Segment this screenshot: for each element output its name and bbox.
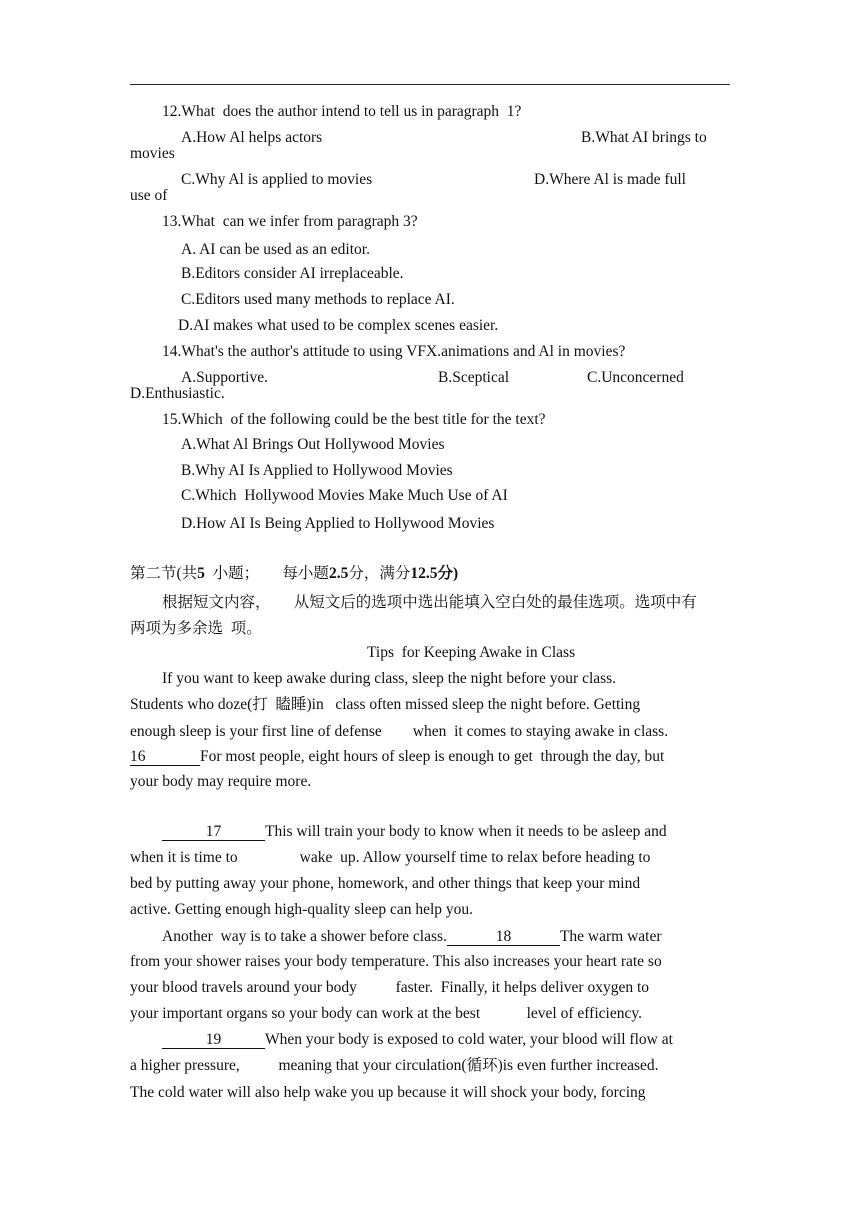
q13-option-b: B.Editors consider AI irreplaceable. <box>181 265 404 282</box>
q14-option-b: B.Sceptical <box>438 369 510 386</box>
passage-p1-line-4-text: For most people, eight hours of sleep is enough to get through the day, but <box>200 748 665 765</box>
passage-p2-line-3: bed by putting away your phone, homework, and other things that keep your mind <box>130 875 641 892</box>
section-score-total: 12.5 <box>410 565 438 582</box>
q12-option-b-cont: movies <box>130 145 175 162</box>
passage-p3-line-2: from your shower raises your body temperature. This also increases your heart rate so <box>130 953 662 970</box>
passage-p4-line-3: The cold water will also help wake you up because it will shock your body, forcing <box>130 1084 646 1101</box>
q12-option-b: B.What AI brings to <box>581 129 707 146</box>
blank-19: 19 <box>162 1032 265 1049</box>
q15-stem: 15.Which of the following could be the best title for the text? <box>162 411 546 428</box>
passage-p1-line-1: If you want to keep awake during class, sleep the night before your class. <box>162 670 617 687</box>
passage-p4-line-1-text: When your body is exposed to cold water, your blood will flow at <box>265 1031 673 1048</box>
q12-option-a: A.How Al helps actors <box>181 129 323 146</box>
q15-option-c: C.Which Hollywood Movies Make Much Use of AI <box>181 487 508 504</box>
passage-p2-line-1-text: This will train your body to know when it needs to be asleep and <box>265 823 667 840</box>
section-heading <box>130 565 458 583</box>
blank-16: 16 <box>130 749 200 766</box>
q14-stem: 14.What's the author's attitude to using VFX.animations and Al in movies? <box>162 343 626 360</box>
passage-p1-line-3: enough sleep is your first line of defense when it comes to staying awake in class. <box>130 723 669 740</box>
q12-stem: 12.What does the author intend to tell us in paragraph 1? <box>162 103 522 120</box>
blank-17: 17 <box>162 824 265 841</box>
section-heading-text-2: 小题； 每小题 <box>204 565 329 582</box>
q14-option-d: D.Enthusiastic. <box>130 385 225 402</box>
q14-option-c: C.Unconcerned <box>587 369 684 386</box>
q13-stem: 13.What can we infer from paragraph 3? <box>162 213 418 230</box>
passage-p1-line-5: your body may require more. <box>130 773 312 790</box>
passage-p4-line-2: a higher pressure, meaning that your circulation(循环)is even further increased. <box>130 1057 659 1074</box>
passage-p3-line-4: your important organs so your body can work at the best level of efficiency. <box>130 1005 642 1022</box>
q13-option-a: A. AI can be used as an editor. <box>181 241 370 258</box>
q12-option-c: C.Why Al is applied to movies <box>181 171 373 188</box>
q15-option-b: B.Why AI Is Applied to Hollywood Movies <box>181 462 453 479</box>
passage-p1-line-4 <box>130 748 664 766</box>
passage-p3-line-1 <box>162 928 662 946</box>
passage-p2-line-1 <box>162 823 667 841</box>
section-heading-text-4: 分) <box>437 565 459 582</box>
passage-p3-line-1-end: The warm water <box>559 928 662 945</box>
passage-p2-line-2: when it is time to wake up. Allow yourself time to relax before heading to <box>130 849 651 866</box>
q13-option-c: C.Editors used many methods to replace AI. <box>181 291 455 308</box>
q14-option-a: A.Supportive. <box>181 369 268 386</box>
q15-option-a: A.What Al Brings Out Hollywood Movies <box>181 436 445 453</box>
section-question-count: 5 <box>197 565 205 582</box>
section-instructions-line-2: 两项为多余选 项。 <box>130 620 262 637</box>
q13-option-d: D.AI makes what used to be complex scenes easier. <box>178 317 499 334</box>
passage-p3-line-1-text: Another way is to take a shower before class. <box>162 928 447 945</box>
blank-18: 18 <box>447 929 560 946</box>
q12-option-d-cont: use of <box>130 187 168 204</box>
passage-p1-line-2: Students who doze(打 瞌睡)in class often missed sleep the night before. Getting <box>130 696 641 713</box>
section-heading-text-1: 第二节(共 <box>130 565 198 582</box>
passage-p3-line-3: your blood travels around your body faster. Finally, it helps deliver oxygen to <box>130 979 650 996</box>
q12-option-d: D.Where Al is made full <box>534 171 686 188</box>
header-rule <box>130 84 730 85</box>
passage-p2-line-4: active. Getting enough high-quality sleep can help you. <box>130 901 474 918</box>
section-heading-text-3: 分，满分 <box>348 565 411 582</box>
q15-option-d: D.How AI Is Being Applied to Hollywood Movies <box>181 515 495 532</box>
passage-title: Tips for Keeping Awake in Class <box>367 644 576 661</box>
section-instructions-line-1: 根据短文内容， 从短文后的选项中选出能填入空白处的最佳选项。选项中有 <box>162 594 697 611</box>
section-score-each: 2.5 <box>328 565 349 582</box>
passage-p4-line-1 <box>162 1031 673 1049</box>
